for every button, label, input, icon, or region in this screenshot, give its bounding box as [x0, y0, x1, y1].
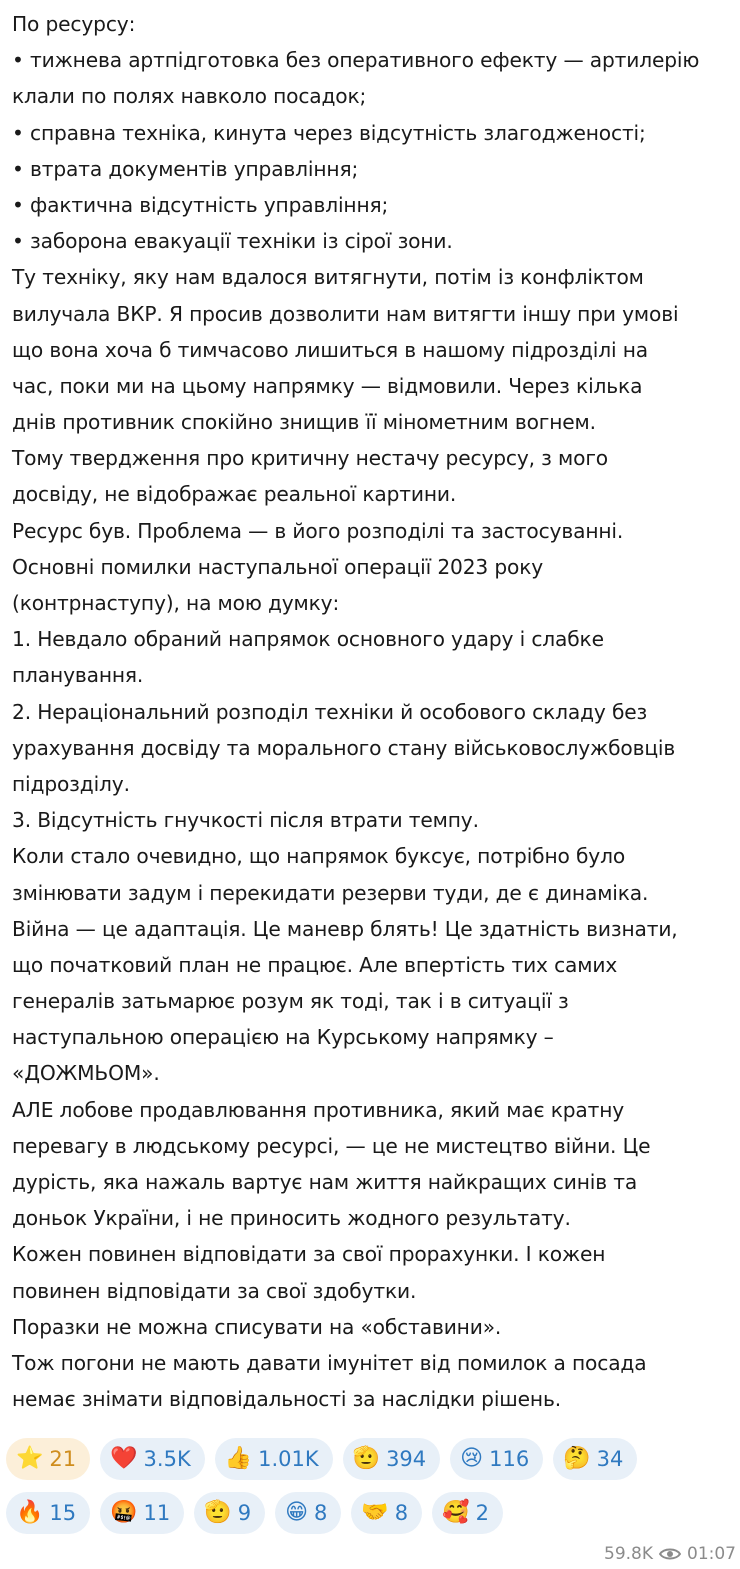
message-line: що початковий план не працює. Але впертість тих самих	[12, 952, 618, 977]
message-line: (контрнаступу), на мою думку:	[12, 591, 340, 615]
message-line: час, поки ми на цьому напрямку — відмовили. Через кілька	[12, 373, 643, 398]
message-line: Основні помилки наступальної операції 2023 року	[12, 554, 544, 579]
message-line: змінювати задум і перекидати резерви туди, де є динаміка.	[12, 880, 649, 905]
message-line: урахування досвіду та морального стану військовослужбовців	[12, 735, 676, 760]
thumbs-up-icon: 👍	[224, 1446, 253, 1471]
reaction-button[interactable]	[100, 1438, 205, 1480]
reaction-count: 8	[314, 1501, 328, 1525]
crying-face-icon: 😢	[460, 1446, 484, 1471]
eye-icon	[659, 1547, 681, 1561]
message-line: днів противник спокійно знищив її мінометним вогнем.	[12, 410, 596, 435]
reaction-count: 1.01K	[258, 1447, 319, 1471]
message-line: перевагу в людському ресурсі, — це не мистецтво війни. Це	[12, 1133, 651, 1158]
message-line: Тож погони не мають давати імунітет від помилок а посада	[12, 1350, 647, 1375]
views-count: 59.8K	[604, 1544, 653, 1564]
message-line: досвіду, не відображає реальної картини.	[12, 482, 457, 507]
reaction-button[interactable]	[275, 1492, 341, 1534]
message-line: • фактична відсутність управління;	[12, 192, 389, 217]
message-time: 01:07	[687, 1544, 736, 1564]
reaction-button[interactable]	[215, 1438, 333, 1480]
message-line: 3. Відсутність гнучкості після втрати темпу.	[12, 808, 479, 833]
thinking-face-icon: 🤔	[563, 1446, 591, 1471]
reaction-button[interactable]	[194, 1492, 265, 1534]
reactions-row-2	[6, 1492, 734, 1534]
reaction-count: 2	[475, 1501, 489, 1525]
message-line: • втрата документів управління;	[12, 156, 359, 181]
message-line: • заборона евакуації техніки із сірої зони.	[12, 229, 453, 254]
message-line: що вона хоча б тимчасово лишиться в нашому підрозділі на	[12, 337, 648, 362]
reaction-button[interactable]	[343, 1438, 441, 1480]
message-line: АЛЕ лобове продавлювання противника, який має кратну	[12, 1097, 625, 1122]
message-line: генералів затьмарює розум як тоді, так і в ситуації з	[12, 989, 569, 1014]
reaction-button[interactable]	[351, 1492, 422, 1534]
message-line: 2. Нераціональний розподіл техніки й особового складу без	[12, 699, 648, 724]
message-meta	[604, 1544, 736, 1564]
reaction-button[interactable]	[553, 1438, 637, 1480]
reaction-count: 8	[394, 1501, 409, 1525]
message-line: клали по полях навколо посадок;	[12, 84, 367, 109]
reaction-count: 34	[596, 1447, 624, 1471]
message-line: Поразки не можна списувати на «обставини».	[12, 1314, 502, 1339]
message-line: • тижнева артпідготовка без оперативного ефекту — артилерію	[12, 48, 700, 73]
message-line: «ДОЖМЬОМ».	[12, 1061, 160, 1086]
message-line: наступальною операцією на Курському напрямку –	[12, 1025, 554, 1050]
star-icon: ⭐	[16, 1446, 44, 1471]
reaction-button[interactable]	[6, 1438, 90, 1480]
handshake-icon: 🤝	[361, 1500, 389, 1525]
message-line: 1. Невдало обраний напрямок основного удару і слабке	[12, 627, 604, 652]
reaction-button[interactable]	[450, 1438, 543, 1480]
reaction-button[interactable]	[432, 1492, 503, 1534]
reaction-count: 11	[143, 1501, 171, 1525]
reaction-button[interactable]	[100, 1492, 184, 1534]
message-line: По ресурсу:	[12, 12, 136, 36]
message-line: Ресурс був. Проблема — в його розподілі та застосуванні.	[12, 518, 624, 543]
fire-icon: 🔥	[16, 1500, 44, 1525]
reaction-count: 3.5K	[143, 1447, 191, 1471]
message-line: підрозділу.	[12, 771, 130, 796]
cursing-face-icon: 🤬	[110, 1500, 138, 1525]
message-line: Ту техніку, яку нам вдалося витягнути, потім із конфліктом	[12, 265, 644, 290]
message-text	[12, 6, 732, 1417]
salute-icon: 🫡	[352, 1446, 381, 1471]
message-line: немає знімати відповідальності за наслідки рішень.	[12, 1387, 561, 1412]
message-line: Коли стало очевидно, що напрямок буксує, потрібно було	[12, 844, 626, 869]
smiling-hearts-icon: 🥰	[442, 1500, 470, 1525]
reaction-button[interactable]	[6, 1492, 90, 1534]
reaction-count: 116	[489, 1447, 530, 1471]
message-line: доньок України, і не приносить жодного результату.	[12, 1206, 571, 1231]
grinning-face-icon: 😁	[285, 1500, 308, 1525]
message-line: вилучала ВКР. Я просив дозволити нам витягти іншу при умові	[12, 301, 679, 326]
message-line: Кожен повинен відповідати за свої прорахунки. І кожен	[12, 1242, 606, 1267]
message-line: • справна техніка, кинута через відсутність злагодженості;	[12, 120, 646, 145]
reactions-row-1	[6, 1438, 734, 1480]
reaction-count: 9	[237, 1501, 252, 1525]
saluting-face-icon: 🫡	[204, 1500, 232, 1525]
message-line: планування.	[12, 663, 144, 688]
message-line: дурість, яка нажаль вартує нам життя найкращих синів та	[12, 1170, 638, 1194]
reaction-count: 15	[49, 1501, 77, 1525]
reaction-count: 394	[386, 1447, 427, 1471]
message-line: повинен відповідати за свої здобутки.	[12, 1278, 417, 1303]
message-line: Тому твердження про критичну нестачу ресурсу, з мого	[12, 446, 608, 471]
reactions-bar	[6, 1438, 734, 1546]
reaction-count: 21	[49, 1447, 77, 1471]
message-line: Війна — це адаптація. Це маневр блять! Це здатність визнати,	[12, 916, 678, 941]
heart-icon: ❤️	[110, 1446, 138, 1471]
